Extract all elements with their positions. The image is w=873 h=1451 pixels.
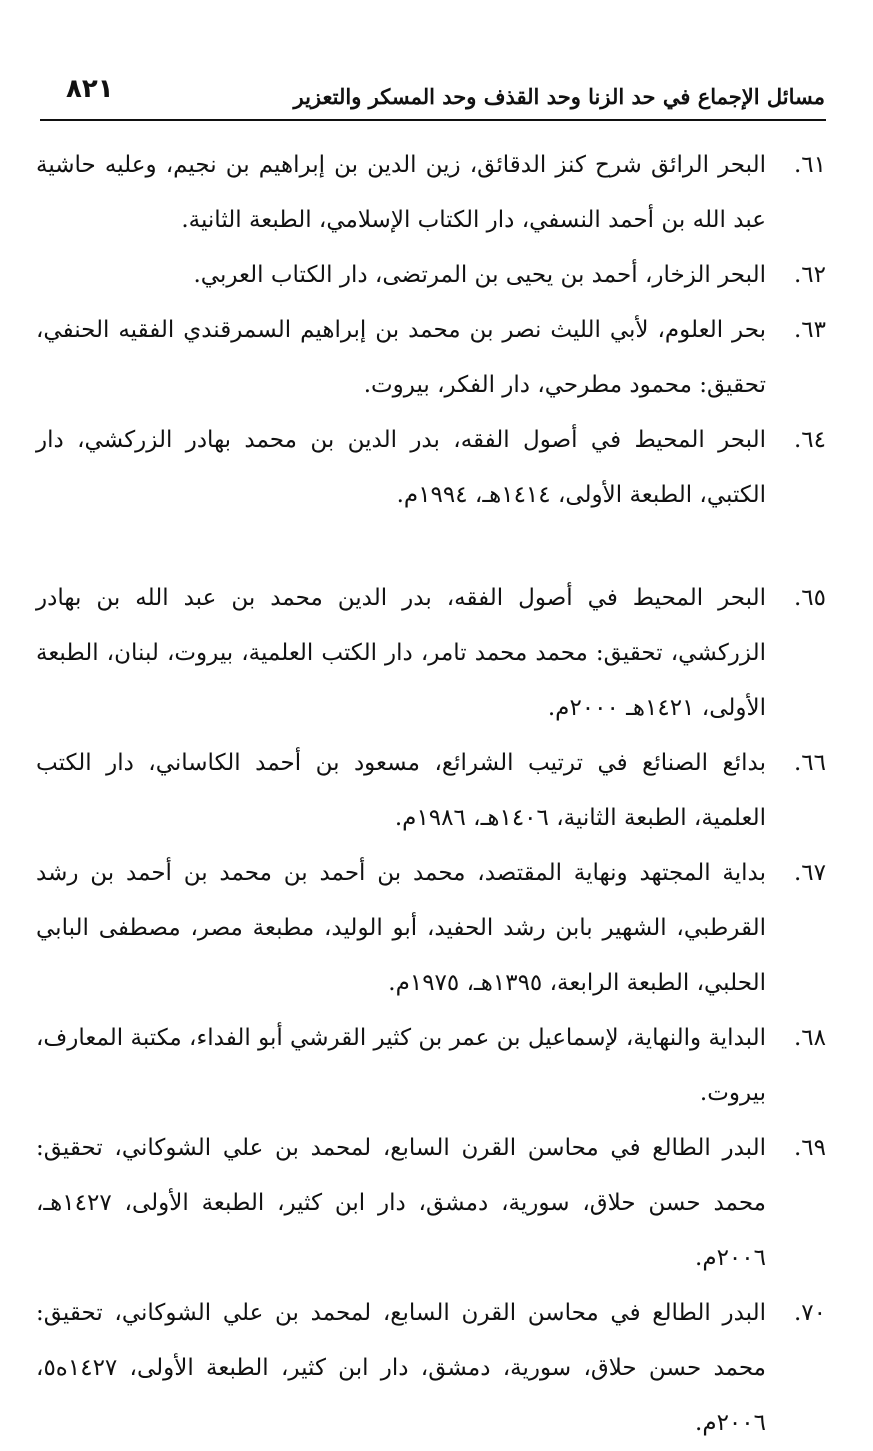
reference-item — [36, 1286, 826, 1451]
reference-item — [36, 248, 826, 303]
reference-text: البحر الزخار، أحمد بن يحيى بن المرتضى، دار الكتاب العربي. — [193, 262, 766, 288]
reference-item — [36, 138, 826, 248]
reference-text: البحر المحيط في أصول الفقه، بدر الدين بن محمد بهادر الزركشي، دار الكتبي، الطبعة الأولى، ١٤١٤هـ، ١٩٩٤م. — [36, 427, 766, 508]
reference-item — [36, 846, 826, 1011]
reference-number: ٦٤. — [793, 427, 826, 453]
reference-item — [36, 571, 826, 736]
reference-text: البحر المحيط في أصول الفقه، بدر الدين محمد بن عبد الله بن بهادر الزركشي، تحقيق: محمد محمد تامر، دار الكتب العلمية، بيروت، لبنان، الطبعة الأولى، ١٤٢١هـ ٢٠٠٠م. — [36, 585, 766, 721]
reference-text: البدر الطالع في محاسن القرن السابع، لمحمد بن علي الشوكاني، تحقيق: محمد حسن حلاق، سورية، دمشق، دار ابن كثير، الطبعة الأولى، ١٤٢٧هـ، ٢٠٠٦م. — [36, 1135, 766, 1271]
header-rule — [40, 119, 826, 121]
reference-number: ٦٧. — [793, 860, 826, 886]
reference-number: ٦٥. — [793, 585, 826, 611]
reference-text: البداية والنهاية، لإسماعيل بن عمر بن كثير القرشي أبو الفداء، مكتبة المعارف، بيروت. — [36, 1025, 766, 1106]
running-title: مسائل الإجماع في حد الزنا وحد القذف وحد المسكر والتعزير — [293, 84, 825, 109]
reference-number: ٦٦. — [793, 750, 826, 776]
reference-number: ٦٢. — [793, 262, 826, 288]
page-number: ٨٢١ — [66, 74, 114, 104]
reference-number: ٧٠. — [793, 1300, 826, 1326]
reference-text: بدائع الصنائع في ترتيب الشرائع، مسعود بن أحمد الكاساني، دار الكتب العلمية، الطبعة الثانية، ١٤٠٦هـ، ١٩٨٦م. — [36, 750, 766, 831]
reference-text: البدر الطالع في محاسن القرن السابع، لمحمد بن علي الشوكاني، تحقيق: محمد حسن حلاق، سورية، دمشق، دار ابن كثير، الطبعة الأولى، ١٤٢٧ه٥، ٢٠٠٦م. — [36, 1300, 766, 1436]
reference-text: بحر العلوم، لأبي الليث نصر بن محمد بن إبراهيم السمرقندي الفقيه الحنفي، تحقيق: محمود مطرحي، دار الفكر، بيروت. — [36, 317, 766, 398]
reference-item — [36, 303, 826, 413]
reference-number: ٦٣. — [793, 317, 826, 343]
reference-number: ٦٨. — [793, 1025, 826, 1051]
reference-item — [36, 1121, 826, 1286]
reference-item — [36, 413, 826, 523]
reference-number: ٦٩. — [793, 1135, 826, 1161]
reference-text: بداية المجتهد ونهاية المقتصد، محمد بن أحمد بن محمد بن أحمد بن رشد القرطبي، الشهير بابن رشد الحفيد، أبو الوليد، مطبعة مصر، مصطفى البابي الحلبي، الطبعة الرابعة، ١٣٩٥هـ، ١٩٧٥م. — [36, 860, 766, 996]
reference-number: ٦١. — [793, 152, 826, 178]
reference-item — [36, 736, 826, 846]
reference-text: البحر الرائق شرح كنز الدقائق، زين الدين بن إبراهيم بن نجيم، وعليه حاشية عبد الله بن أحمد النسفي، دار الكتاب الإسلامي، الطبعة الثانية. — [36, 152, 766, 233]
page-header — [40, 70, 825, 118]
reference-item — [36, 1011, 826, 1121]
reference-list — [36, 138, 826, 1451]
